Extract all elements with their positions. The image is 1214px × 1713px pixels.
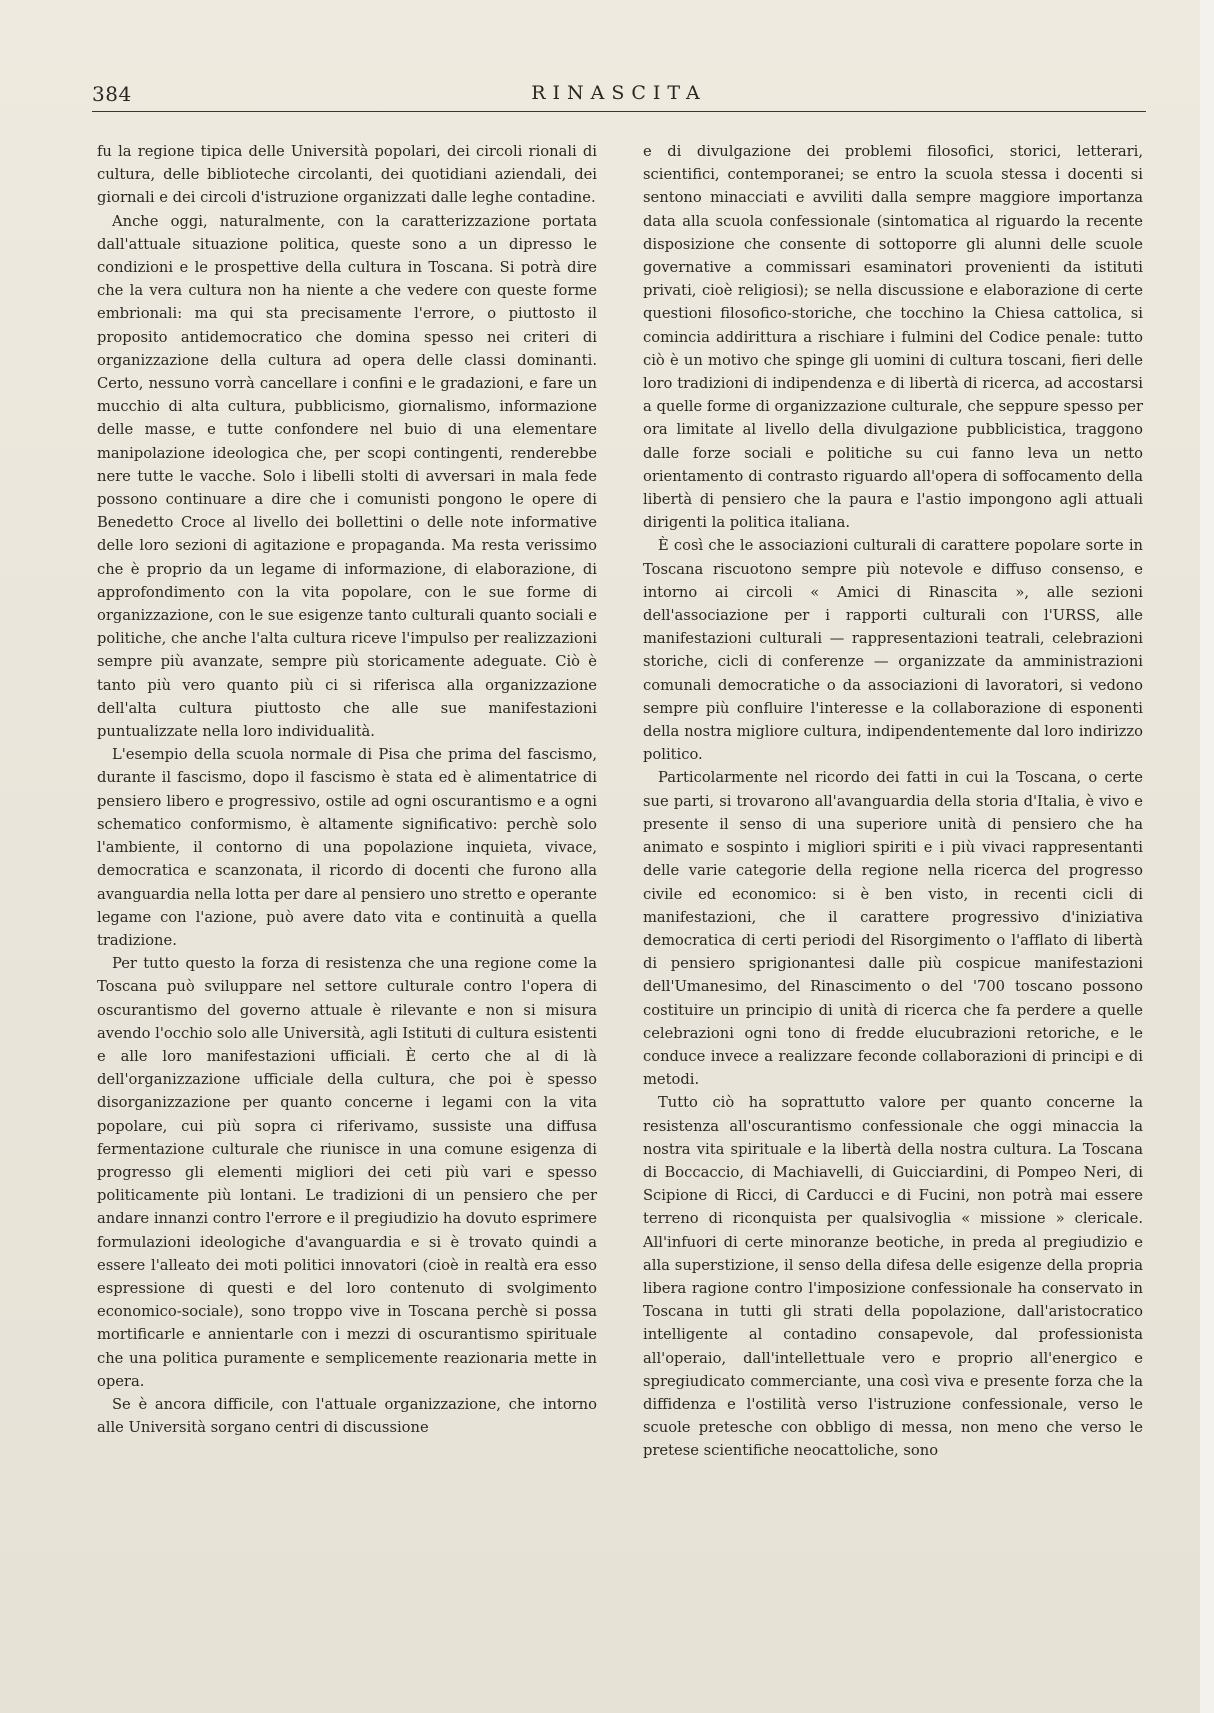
paragraph: fu la regione tipica delle Università popolari, dei circoli rionali di cultura, delle biblioteche circolanti, dei quotidiani aziendali, dei giornali e dei circoli d'istruzione organizzati dalle leghe contadine.	[97, 143, 597, 207]
journal-title: RINASCITA	[531, 82, 707, 104]
paragraph: Tutto ciò ha soprattutto valore per quanto concerne la resistenza all'oscurantismo confessionale che oggi minaccia la nostra vita spirituale e la libertà della nostra cultura. La Toscana di Boccaccio, di Machiavelli, di Guicciardini, di Pompeo Neri, di Scipione di Ricci, di Carducci e di Fucini, non potrà mai essere terreno di riconquista per qualsivoglia « missione » clericale. All'infuori di certe minoranze beotiche, in preda al pregiudizio e alla superstizione, il senso della difesa delle esigenze della propria libera ragione contro l'imposizione confessionale ha conservato in Toscana in tutti gli strati della popolazione, dall'aristocratico intelligente al contadino consapevole, dal professionista all'operaio, dall'intellettuale vero e proprio all'energico e spregiudicato commerciante, una così viva e presente forza che la diffidenza e l'ostilità verso l'istruzione confessionale, verso le scuole pretesche con obbligo di messa, non meno che verso le pretese scientifiche neocattoliche, sono	[643, 1094, 1143, 1460]
left-column	[97, 140, 597, 1439]
paragraph: e di divulgazione dei problemi filosofici, storici, letterari, scientifici, contemporanei; se entro la scuola stessa i docenti si sentono minacciati e avviliti dalla sempre maggiore importanza data alla scuola confessionale (sintomatica al riguardo la recente disposizione che consente di sottoporre gli alunni delle scuole governative a commissari esaminatori provenienti da istituti privati, cioè religiosi); se nella discussione e elaborazione di certe questioni filosofico-storiche, che tocchino la Chiesa cattolica, si comincia addirittura a rischiare i fulmini del Codice penale: tutto ciò è un motivo che spinge gli uomini di cultura toscani, fieri delle loro tradizioni di indipendenza e di libertà di ricerca, ad accostarsi a quelle forme di organizzazione culturale, che seppure spesso per ora limitate al livello della divulgazione pubblicistica, traggono dalle forze sociali e politiche su cui fanno leva un netto orientamento di contrasto riguardo all'opera di soffocamento della libertà di pensiero che la paura e l'astio impongono agli attuali dirigenti la politica italiana.	[643, 143, 1143, 532]
paragraph: Anche oggi, naturalmente, con la caratterizzazione portata dall'attuale situazione politica, queste sono a un dipresso le condizioni e le prospettive della cultura in Toscana. Si potrà dire che la vera cultura non ha niente a che vedere con queste forme embrionali: ma qui sta precisamente l'errore, o piuttosto il proposito antidemocratico che domina spesso nei criteri di organizzazione della cultura ad opera delle classi dominanti. Certo, nessuno vorrà cancellare i confini e le gradazioni, e fare un mucchio di alta cultura, pubblicismo, giornalismo, informazione delle masse, e tutte confondere nel buio di una elementare manipolazione ideologica che, per scopi contingenti, renderebbe nere tutte le vacche. Solo i libelli stolti di avversari in mala fede possono continuare a dire che i comunisti pongono le opere di Benedetto Croce al livello dei bollettini o delle note informative delle loro sezioni di agitazione e propaganda. Ma resta verissimo che è proprio da un legame di informazione, di elaborazione, di approfondimento con la vita popolare, con le sue forme di organizzazione, con le sue esigenze tanto culturali quanto sociali e politiche, che anche l'alta cultura riceve l'impulso per realizzazioni sempre più avanzate, sempre più storicamente adeguate. Ciò è tanto più vero quanto più ci si riferisca alla organizzazione dell'alta cultura piuttosto che alle sue manifestazioni puntualizzate nella loro individualità.	[97, 212, 597, 741]
paragraph: È così che le associazioni culturali di carattere popolare sorte in Toscana riscuotono sempre più notevole e diffuso consenso, e intorno ai circoli « Amici di Rinascita », alle sezioni dell'associazione per i rapporti culturali con l'URSS, alle manifestazioni culturali — rappresentazioni teatrali, celebrazioni storiche, cicli di conferenze — organizzate da amministrazioni comunali democratiche o da associazioni di lavoratori, si vedono sempre più confluire l'interesse e la collaborazione di esponenti della nostra migliore cultura, indipendentemente dal loro indirizzo politico.	[643, 537, 1143, 764]
paragraph: Se è ancora difficile, con l'attuale organizzazione, che intorno alle Università sorgano centri di discussione	[97, 1395, 597, 1437]
page-edge	[1200, 0, 1214, 1713]
paragraph: L'esempio della scuola normale di Pisa che prima del fascismo, durante il fascismo, dopo il fascismo è stata ed è alimentatrice di pensiero libero e progressivo, ostile ad ogni oscurantismo e a ogni schematico conformismo, è altamente significativo: perchè solo l'ambiente, il contorno di una popolazione inquieta, vivace, democratica e scanzonata, il ricordo di docenti che furono alla avanguardia nella lotta per dare al pensiero uno stretto e operante legame con l'azione, può avere dato vita e continuità a quella tradizione.	[97, 746, 597, 949]
header-rule	[92, 111, 1146, 112]
page-header	[92, 82, 1146, 112]
right-column	[643, 140, 1143, 1463]
paragraph: Particolarmente nel ricordo dei fatti in cui la Toscana, o certe sue parti, si trovarono all'avanguardia della storia d'Italia, è vivo e presente il senso di una superiore unità di pensiero che ha animato e sospinto i migliori spiriti e i più vivaci rappresentanti delle varie categorie della regione nella ricerca del progresso civile ed economico: si è ben visto, in recenti cicli di manifestazioni, che il carattere progressivo d'iniziativa democratica di certi periodi del Risorgimento o l'afflato di libertà di pensiero sprigionantesi dalle più cospicue manifestazioni dell'Umanesimo, del Rinascimento o del '700 toscano possono costituire un principio di unità di ricerca che fa perdere a quelle celebrazioni ogni tono di fredde elucubrazioni retoriche, e le conduce invece a realizzare feconde collaborazioni di principi e di metodi.	[643, 769, 1143, 1089]
page-number: 384	[92, 82, 132, 106]
paragraph: Per tutto questo la forza di resistenza che una regione come la Toscana può sviluppare nel settore culturale contro l'opera di oscurantismo del governo attuale è rilevante e non si misura avendo l'occhio solo alle Università, agli Istituti di cultura esistenti e alle loro manifestazioni ufficiali. È certo che al di là dell'organizzazione ufficiale della cultura, che poi è spesso disorganizzazione per quanto concerne i legami con la vita popolare, cui più sopra ci riferivamo, sussiste una diffusa fermentazione culturale che riunisce in una comune esigenza di progresso gli elementi migliori dei ceti più vari e spesso politicamente più lontani. Le tradizioni di un pensiero che per andare innanzi contro l'errore e il pregiudizio ha dovuto esprimere formulazioni ideologiche d'avanguardia e si è trovato quindi a essere l'alleato dei moti politici innovatori (cioè in realtà era esso espressione di questi e del loro contenuto di svolgimento economico-sociale), sono troppo vive in Toscana perchè si possa mortificarle e annientarle con i mezzi di oscurantismo spirituale che una politica puramente e semplicemente reazionaria mette in opera.	[97, 955, 597, 1390]
